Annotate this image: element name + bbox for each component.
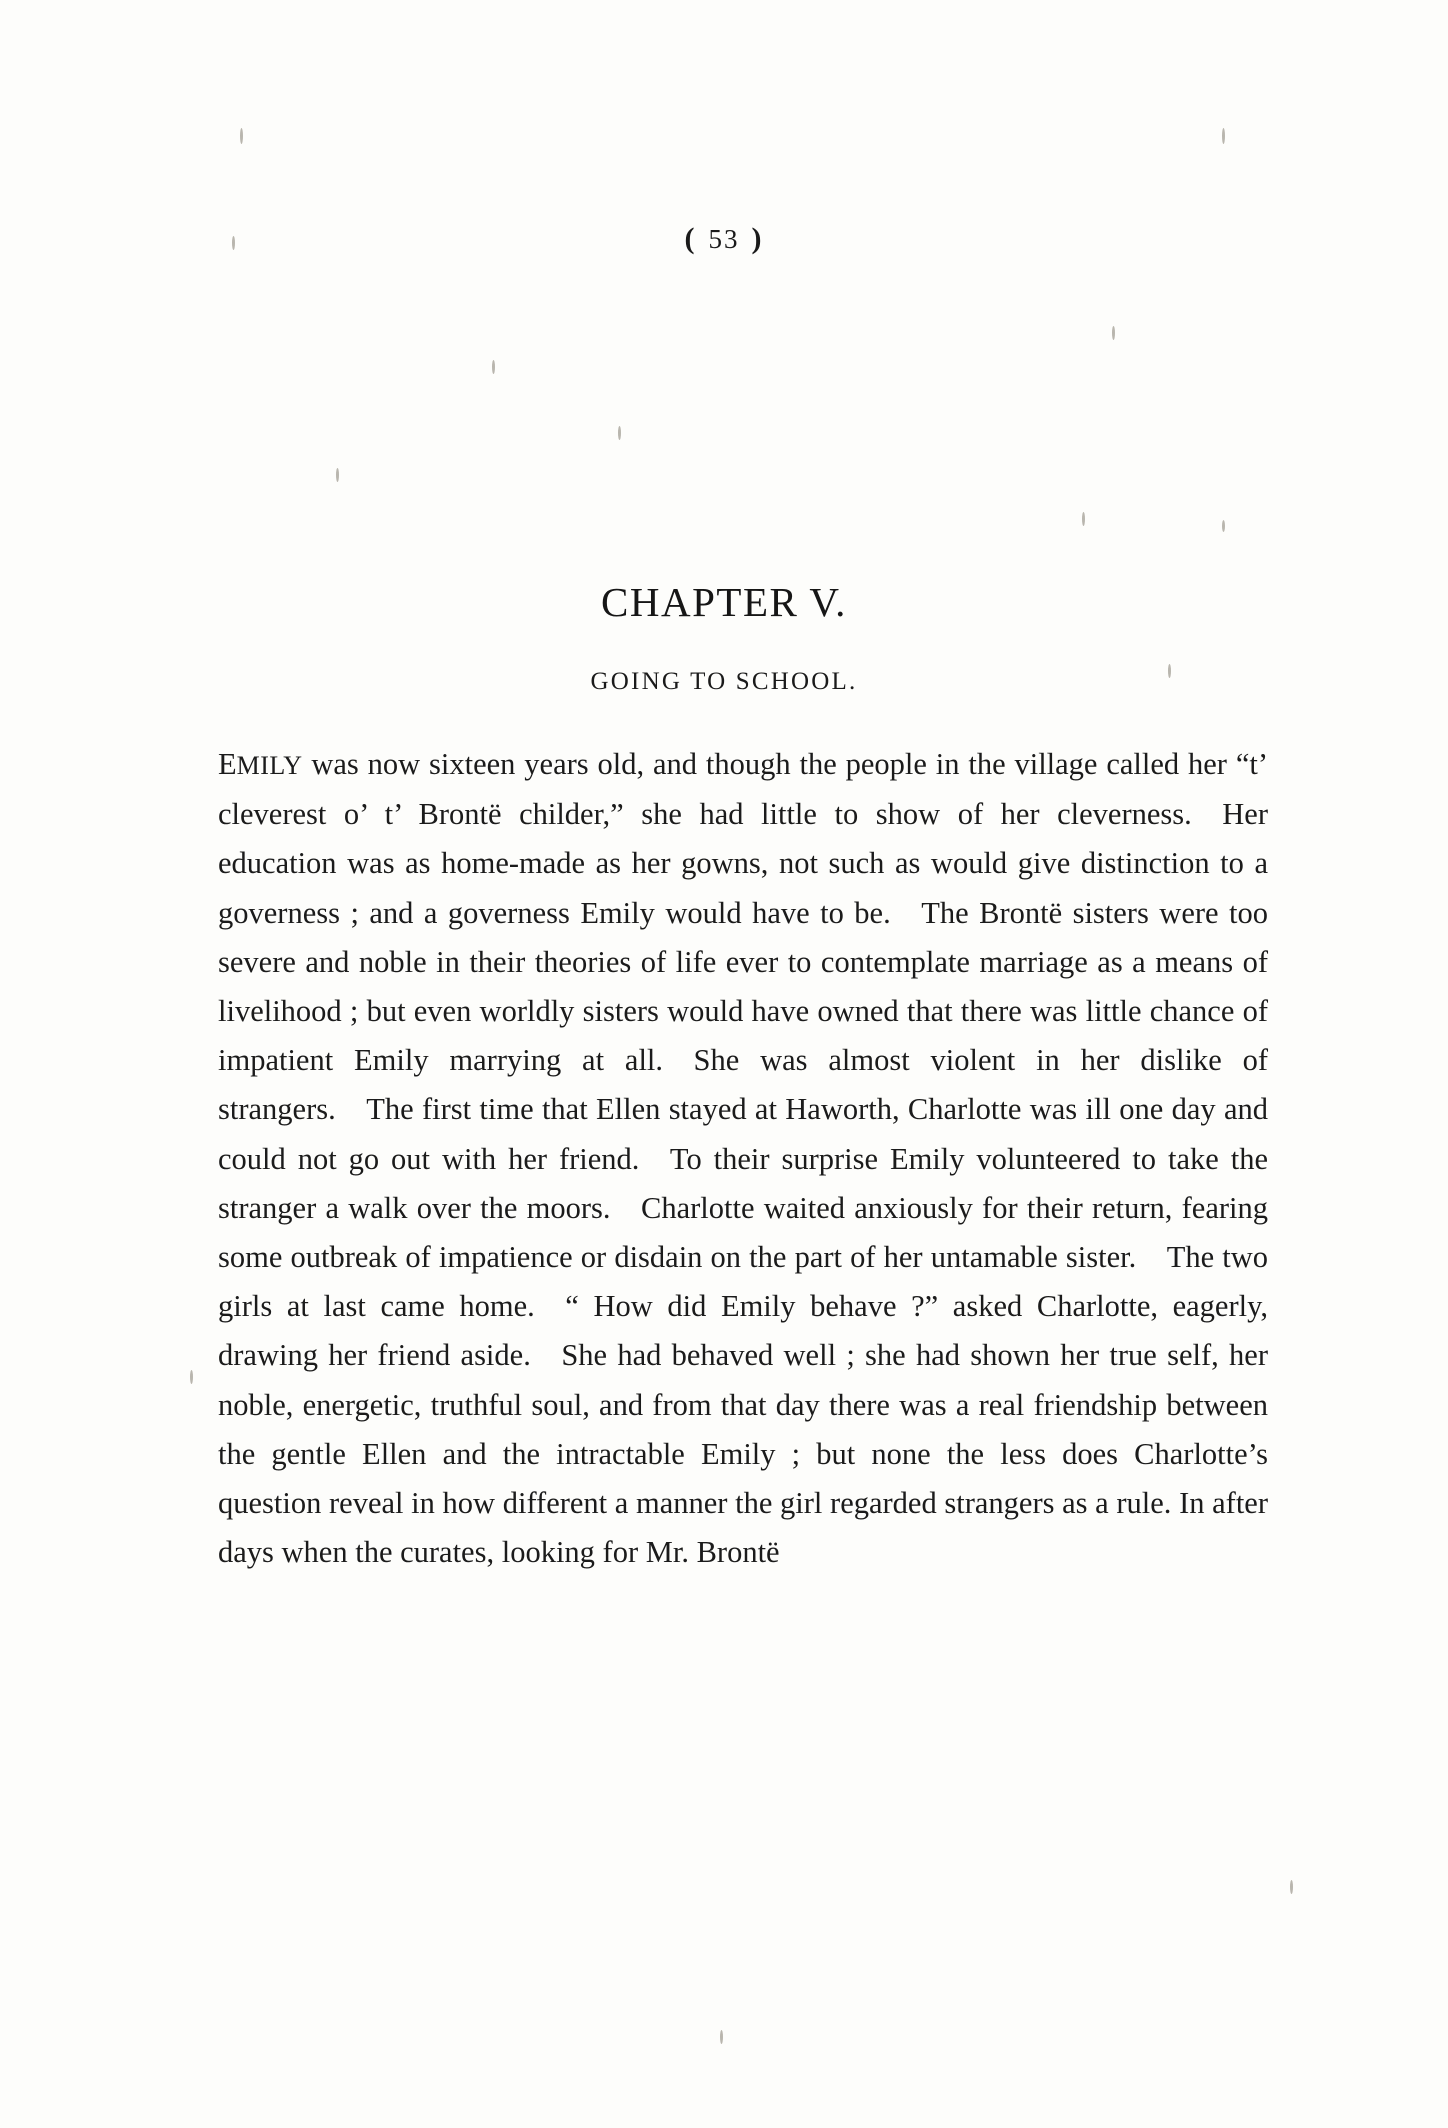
paper-speck — [1222, 128, 1225, 144]
paper-speck — [1082, 512, 1085, 526]
paper-speck — [492, 360, 495, 374]
body-paragraph — [218, 740, 1268, 1577]
paper-speck — [1222, 520, 1225, 532]
paper-speck — [1290, 1880, 1293, 1894]
page-number-value: 53 — [708, 224, 740, 254]
paper-speck — [190, 1370, 193, 1384]
paper-speck — [1112, 326, 1115, 340]
page-number-left-bracket: ( — [684, 222, 697, 255]
paper-speck — [618, 426, 621, 440]
paper-speck — [720, 2030, 723, 2044]
page-number — [0, 222, 1448, 256]
paper-speck — [336, 468, 339, 482]
page-number-right-bracket: ) — [751, 222, 764, 255]
paper-speck — [240, 128, 243, 144]
chapter-subtitle: GOING TO SCHOOL. — [590, 668, 858, 695]
chapter-title: CHAPTER V. — [601, 579, 847, 625]
paragraph-text: was now sixteen years old, and though the people in the village called her “t’ cleverest o’ t’ Brontë childer,” she had little to show of her cleverness. Her education was as home-made as her gowns, not such as would give distinction to a governess ; and a governess Emily would have to be. The Brontë sisters were too severe and noble in their theories of life ever to contemplate marriage as a means of livelihood ; but even worldly sisters would have owned that there was little chance of impatient Emily marrying at all. She was almost violent in her dislike of strangers. The first time that Ellen stayed at Haworth, Charlotte was ill one day and could not go out with her friend. To their surprise Emily volunteered to take the stranger a walk over the moors. Charlotte waited anxiously for their return, fearing some outbreak of impatience or disdain on the part of her untamable sister. The two girls at last came home. “ How did Emily behave ?” asked Charlotte, eagerly, drawing her friend aside. She had behaved well ; she had shown her true self, her noble, energetic, truthful soul, and from that day there was a real friendship between the gentle Ellen and the intractable Emily ; but none the less does Charlotte’s question reveal in how different a manner the girl regarded strangers as a rule. In after days when the curates, looking for Mr. Brontë — [218, 747, 1268, 1570]
paragraph-initial-smallcaps: MILY — [236, 751, 303, 780]
paragraph-initial-letter: E — [218, 747, 237, 781]
